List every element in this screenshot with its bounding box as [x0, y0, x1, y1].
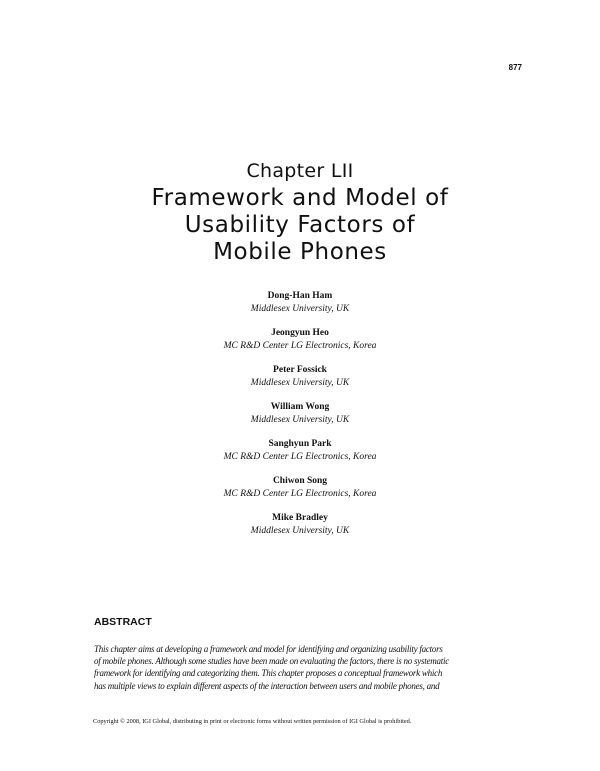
abstract-body	[94, 643, 510, 692]
author-name: Peter Fossick	[273, 365, 327, 375]
chapter-title-line: Usability Factors of	[184, 212, 416, 238]
author-affiliation: Middlesex University, UK	[250, 415, 350, 425]
author-block	[0, 475, 600, 512]
author-name: Mike Bradley	[272, 513, 328, 523]
author-block	[0, 327, 600, 364]
author-affiliation: Middlesex University, UK	[250, 378, 350, 388]
author-name: Sanghyun Park	[268, 439, 332, 449]
abstract-line: of mobile phones. Although some studies have been made on evaluating the factors, there is no systematic	[94, 656, 449, 667]
author-block	[0, 290, 600, 327]
chapter-title	[0, 185, 600, 266]
chapter-title-line: Mobile Phones	[213, 239, 387, 265]
author-affiliation: MC R&D Center LG Electronics, Korea	[223, 341, 377, 351]
chapter-title-line: Framework and Model of	[151, 185, 449, 211]
author-block	[0, 438, 600, 475]
abstract-heading: ABSTRACT	[94, 616, 152, 628]
author-affiliation: MC R&D Center LG Electronics, Korea	[223, 452, 377, 462]
author-block	[0, 512, 600, 549]
author-name: William Wong	[270, 402, 330, 412]
abstract-line: has multiple views to explain different aspects of the interaction between users and mobile phones, and	[94, 680, 440, 691]
copyright-notice: Copyright © 2008, IGI Global, distributing in print or electronic forms without written permission of IGI Global is prohibited.	[93, 718, 412, 725]
page-number: 877	[508, 63, 522, 72]
author-list	[0, 290, 600, 549]
chapter-label: Chapter LII	[246, 160, 354, 182]
abstract-line: This chapter aims at developing a framework and model for identifying and organizing usability factors	[94, 644, 443, 654]
author-name: Jeongyun Heo	[271, 328, 329, 338]
author-block	[0, 364, 600, 401]
abstract-line: framework for identifying and categorizing them. This chapter proposes a conceptual framework which	[94, 668, 443, 679]
author-affiliation: MC R&D Center LG Electronics, Korea	[223, 489, 377, 499]
author-name: Chiwon Song	[272, 476, 328, 486]
author-name: Dong-Han Ham	[267, 291, 333, 301]
author-affiliation: Middlesex University, UK	[250, 304, 350, 314]
author-block	[0, 401, 600, 438]
author-affiliation: Middlesex University, UK	[250, 526, 350, 536]
